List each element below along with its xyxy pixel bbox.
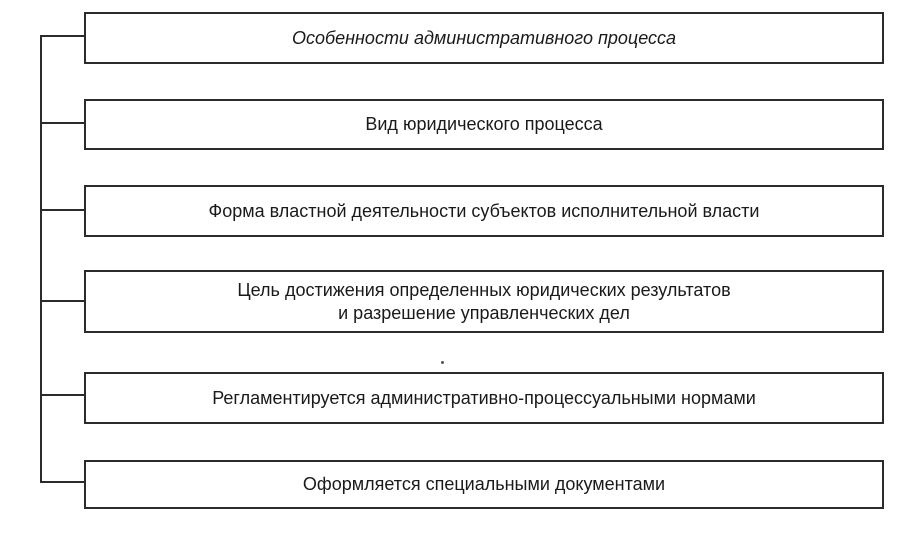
item-text-5: Оформляется специальными документами [302, 474, 666, 494]
item-text-3-line-2: и разрешение управленческих дел [338, 302, 630, 323]
title-text: Особенности административного процесса [291, 27, 677, 48]
item-box-2 [84, 185, 884, 237]
scan-speck [441, 361, 444, 364]
connector-line-title [40, 35, 84, 37]
item-text-3-line-1: Цель достижения определенных юридических результатов [237, 279, 731, 300]
item-text-3 [237, 279, 730, 325]
item-box-5 [84, 460, 884, 509]
connector-line-item-5 [40, 481, 84, 483]
connector-line-item-1 [40, 122, 84, 124]
connector-line-item-4 [40, 394, 84, 396]
item-text-1: Вид юридического процесса [365, 114, 603, 134]
vertical-connector-line [40, 36, 42, 482]
item-box-3 [84, 270, 884, 333]
title-box [84, 12, 884, 64]
item-text-2: Форма властной деятельности субъектов исполнительной власти [208, 200, 760, 221]
item-box-4 [84, 372, 884, 424]
connector-line-item-2 [40, 209, 84, 211]
item-text-4: Регламентируется административно-процессуальными нормами [212, 387, 756, 408]
item-box-1 [84, 99, 884, 150]
connector-line-item-3 [40, 300, 84, 302]
